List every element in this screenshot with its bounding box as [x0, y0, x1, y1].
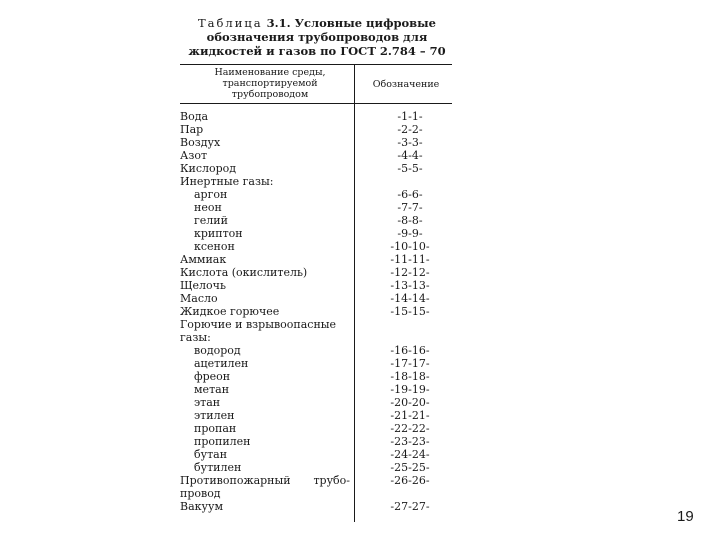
- row-code: -2-2-: [397, 123, 423, 136]
- table-row: [180, 240, 460, 253]
- header-top-rule: [180, 64, 452, 65]
- row-name: Противопожарный трубо-: [180, 474, 350, 487]
- row-code: -22-22-: [390, 422, 430, 435]
- row-name: ацетилен: [194, 357, 249, 370]
- row-name: аргон: [194, 188, 228, 201]
- row-code: -14-14-: [390, 292, 430, 305]
- row-name: криптон: [194, 227, 243, 240]
- row-name: бутилен: [194, 461, 242, 474]
- header-column-divider: [354, 64, 355, 103]
- table-row: [180, 253, 460, 266]
- table-row: [180, 110, 460, 123]
- row-code: -20-20-: [390, 396, 430, 409]
- row-code: -25-25-: [390, 461, 430, 474]
- row-name: неон: [194, 201, 222, 214]
- table-row: [180, 370, 460, 383]
- row-code: -15-15-: [390, 305, 430, 318]
- row-name: Кислота (окислитель): [180, 266, 308, 279]
- row-name: гелий: [194, 214, 228, 227]
- page-number: 19: [677, 508, 694, 525]
- table-row: [180, 305, 460, 318]
- row-name: водород: [194, 344, 241, 357]
- row-code: -24-24-: [390, 448, 430, 461]
- row-code: -17-17-: [390, 357, 430, 370]
- row-name: провод: [180, 487, 221, 500]
- row-code: -5-5-: [397, 162, 423, 175]
- row-code: -7-7-: [397, 201, 423, 214]
- row-name: фреон: [194, 370, 231, 383]
- row-name: Инертные газы:: [180, 175, 274, 188]
- row-code: -16-16-: [390, 344, 430, 357]
- table-row: [180, 318, 460, 331]
- table-row: [180, 162, 460, 175]
- row-name: газы:: [180, 331, 211, 344]
- table-row: [180, 292, 460, 305]
- row-name: Щелочь: [180, 279, 226, 292]
- row-code: -18-18-: [390, 370, 430, 383]
- row-code: -11-11-: [390, 253, 430, 266]
- table-row: [180, 357, 460, 370]
- row-name: Вакуум: [180, 500, 224, 513]
- table-row: [180, 201, 460, 214]
- row-name: бутан: [194, 448, 228, 461]
- row-code: -27-27-: [390, 500, 430, 513]
- row-name: пропан: [194, 422, 237, 435]
- table-row: [180, 422, 460, 435]
- table-row: [180, 214, 460, 227]
- row-code: -9-9-: [397, 227, 423, 240]
- row-code: -21-21-: [390, 409, 430, 422]
- row-name: ксенон: [194, 240, 235, 253]
- row-name: этан: [194, 396, 221, 409]
- row-name: Горючие и взрывоопасные: [180, 318, 337, 331]
- table-row: [180, 188, 460, 201]
- row-code: -1-1-: [397, 110, 423, 123]
- header-code: Обозначение: [372, 79, 440, 90]
- table-row: [180, 500, 460, 513]
- table-row: [180, 149, 460, 162]
- row-name: этилен: [194, 409, 235, 422]
- table-row: [180, 435, 460, 448]
- row-name: Азот: [180, 149, 208, 162]
- table-row: [180, 383, 460, 396]
- table-row: [180, 487, 460, 500]
- table-row: [180, 461, 460, 474]
- header-bottom-rule: [180, 103, 452, 104]
- table-row: [180, 396, 460, 409]
- row-code: -3-3-: [397, 136, 423, 149]
- caption-text: 3.1. Условные цифровые обозначения трубопроводов для жидкостей и газов по ГОСТ 2.784 – 70: [188, 16, 446, 58]
- row-code: -26-26-: [390, 474, 430, 487]
- table-row: [180, 409, 460, 422]
- row-name: метан: [194, 383, 230, 396]
- header-name: Наименование среды, транспортируемой трубопроводом: [214, 67, 326, 100]
- row-code: -8-8-: [397, 214, 423, 227]
- row-name: Пар: [180, 123, 204, 136]
- table-caption: [172, 16, 462, 58]
- row-name: пропилен: [194, 435, 251, 448]
- row-name: Масло: [180, 292, 218, 305]
- row-name: Кислород: [180, 162, 237, 175]
- caption-label: Таблица: [197, 16, 263, 30]
- table-row: [180, 448, 460, 461]
- table-row: [180, 331, 460, 344]
- row-code: -19-19-: [390, 383, 430, 396]
- row-name: Аммиак: [180, 253, 227, 266]
- row-code: -13-13-: [390, 279, 430, 292]
- row-name: Жидкое горючее: [180, 305, 280, 318]
- row-code: -12-12-: [390, 266, 430, 279]
- table-row: [180, 266, 460, 279]
- row-code: -23-23-: [390, 435, 430, 448]
- row-code: -10-10-: [390, 240, 430, 253]
- table-row: [180, 344, 460, 357]
- row-code: -6-6-: [397, 188, 423, 201]
- table-row: [180, 123, 460, 136]
- table-row: [180, 136, 460, 149]
- table-row: [180, 175, 460, 188]
- table-row: [180, 279, 460, 292]
- row-name: Воздух: [180, 136, 221, 149]
- row-code: -4-4-: [397, 149, 423, 162]
- row-name: Вода: [180, 110, 209, 123]
- table-row: [180, 474, 460, 487]
- table-row: [180, 227, 460, 240]
